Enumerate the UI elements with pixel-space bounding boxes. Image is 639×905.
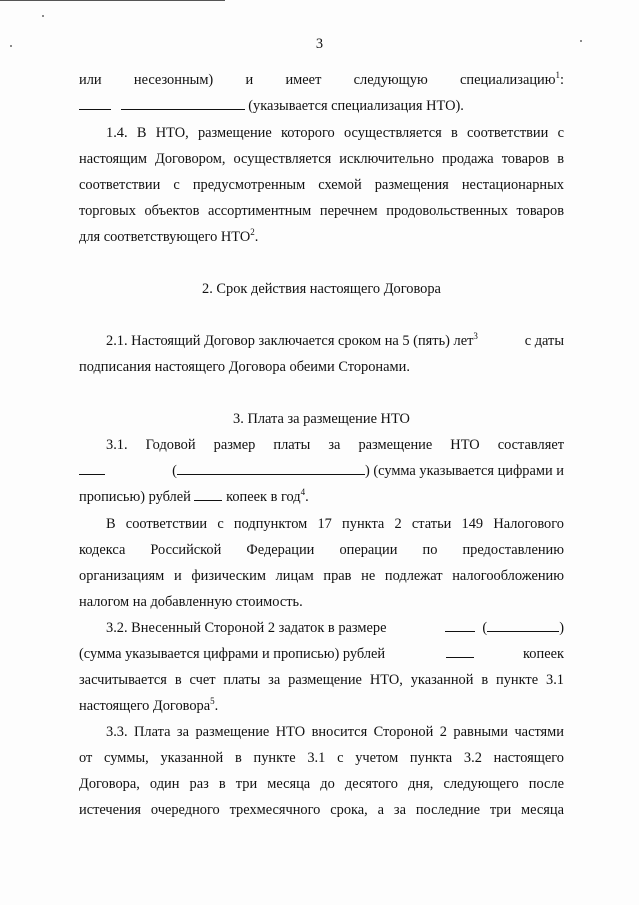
- line-text: ) (сумма указывается цифрами и: [364, 463, 564, 479]
- paragraph-line: В соответствии с подпунктом 17 пункта 2 статьи 149 Налогового: [106, 516, 564, 532]
- line-text: 2.1. Настоящий Договор заключается сроком на 5 (пять) лет: [106, 333, 474, 349]
- section-heading: 3. Плата за размещение НТО: [233, 411, 410, 427]
- paragraph-line: засчитывается в счет платы за размещение НТО, указанной в пункте 3.1: [79, 672, 564, 688]
- paragraph-line: для соответствующего НТО$^2$.: [79, 227, 259, 245]
- paragraph-line: 1.4. В НТО, размещение которого осуществляется в соответствии с: [106, 125, 564, 141]
- word: имеет: [285, 72, 322, 88]
- paragraph-line: Договора, один раз в три месяца до десятого дня, следующего после: [79, 776, 564, 792]
- footnote-ref: 4: [300, 487, 306, 498]
- line-text: прописью) рублей: [79, 489, 191, 505]
- line-text: 3.2. Внесенный Стороной 2 задаток в размере: [106, 620, 387, 636]
- word: и: [245, 72, 254, 88]
- line-text: для соответствующего НТО: [79, 229, 251, 245]
- paragraph-line: подписания настоящего Договора обеими Сторонами.: [79, 359, 410, 375]
- line-text: (сумма указывается цифрами и прописью) рублей: [79, 646, 386, 662]
- paragraph-line: налогом на добавленную стоимость.: [79, 594, 303, 610]
- paragraph-line: [79, 331, 564, 351]
- line-text: с даты: [524, 333, 564, 349]
- paragraph-line: [79, 461, 564, 481]
- line-text: настоящего Договора: [79, 698, 211, 714]
- footnote-ref: 5: [210, 696, 215, 707]
- paragraph-line: соответствии с предусмотренным схемой размещения нестационарных: [79, 177, 564, 193]
- page-number: 3: [315, 36, 324, 52]
- blank-field: [446, 644, 474, 658]
- paragraph-line: прописью) рублей копеек в год$^4$.: [79, 487, 309, 505]
- word: следующую: [353, 72, 428, 88]
- blank-field: [445, 618, 475, 632]
- paragraph-line: или несезонным) и имеет следующую специализацию$^1$:: [79, 70, 564, 88]
- paragraph-line: 3.1. Годовой размер платы за размещение НТО составляет: [106, 437, 564, 453]
- section-heading: 2. Срок действия настоящего Договора: [202, 281, 441, 297]
- paragraph-line: торговых объектов ассортиментным перечнем продовольственных товаров: [79, 203, 564, 219]
- footnote-ref: 2: [250, 227, 255, 238]
- word: или: [79, 72, 102, 88]
- blank-field: [194, 487, 222, 501]
- word: специализацию: [459, 72, 556, 88]
- blank-field: [79, 96, 111, 110]
- paragraph-line: [79, 618, 564, 638]
- line-text: (: [482, 620, 488, 636]
- footnote-ref: 3: [473, 331, 478, 342]
- paragraph-line: [79, 96, 564, 116]
- blank-field: [177, 461, 365, 475]
- line-text: (указывается специализация НТО).: [248, 98, 464, 114]
- line-text: ): [559, 620, 564, 636]
- scan-speck: [42, 15, 44, 17]
- blank-field: [487, 618, 559, 632]
- word: несезонным): [133, 72, 214, 88]
- paragraph-line: настоящего Договора$^5$.: [79, 696, 219, 714]
- line-text: копеек в год: [226, 489, 301, 505]
- footnote-ref: 1: [555, 70, 560, 81]
- paragraph-line: 3.3. Плата за размещение НТО вносится Стороной 2 равными частями: [106, 724, 564, 740]
- line-text: (: [172, 463, 177, 479]
- paragraph-line: кодекса Российской Федерации операции по предоставлению: [79, 542, 564, 558]
- paragraph-line: [79, 644, 564, 664]
- paragraph-line: от суммы, указанной в пункте 3.1 с учетом пункта 3.2 настоящего: [79, 750, 564, 766]
- paragraph-line: организациям и физическим лицам прав не подлежат налогообложению: [79, 568, 564, 584]
- line-text: копеек: [523, 646, 564, 662]
- paragraph-line: истечения очередного трехмесячного срока, а за последние три месяца: [79, 802, 564, 818]
- paragraph-line: настоящим Договором, осуществляется исключительно продажа товаров в: [79, 151, 564, 167]
- top-rule: [0, 0, 225, 1]
- blank-field: [79, 461, 105, 475]
- blank-field: [121, 96, 245, 110]
